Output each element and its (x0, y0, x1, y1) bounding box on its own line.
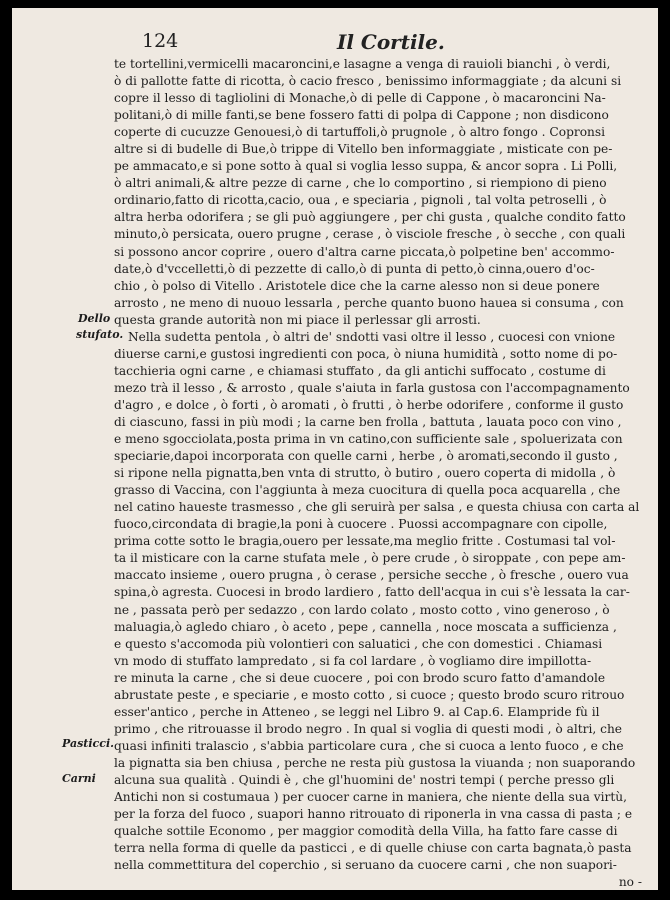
text-line: coperte di cucuzze Genouesi,ò di tartuffoli,ò prugnole , ò altro fongo . Copronsi (114, 125, 606, 140)
margin-note-carni: Carni (62, 772, 96, 785)
text-line: ne , passata però per sedazzo , con lardo colato , mosto cotto , vino generoso , ò (114, 602, 610, 617)
text-line: Antichi non si costumaua ) per cuocer carne in maniera, che niente della sua virtù, (114, 790, 627, 805)
running-head: Il Cortile. (337, 30, 445, 54)
text-line: copre il lesso di tagliolini di Monache,ò di pelle di Cappone , ò macaroncini Na- (114, 91, 606, 106)
page-header (12, 30, 658, 54)
text-line: pe ammacato,e si pone sotto à qual si voglia lesso suppa, & ancor sopra . Li Polli, (114, 159, 618, 174)
text-line: politani,ò di mille fanti,se bene fossero fatti di polpa di Cappone ; non disdicono (114, 108, 609, 123)
margin-note-pasticci: Pasticci. (62, 737, 114, 750)
text-line: e questo s'accomoda più volontieri con saluatici , che con domestici . Chiamasi (114, 636, 603, 651)
text-line: te tortellini,vermicelli macaroncini,e lasagne a venga di rauioli bianchi , ò verdi, (114, 57, 611, 71)
text-line: ta il misticare con la carne stufata mele , ò pere crude , ò siroppate , con pepe am- (114, 551, 626, 566)
text-line: mezo trà il lesso , & arrosto , quale s'aiuta in farla gustosa con l'accompagnamento (114, 380, 630, 395)
text-line: minuto,ò persicata, ouero prugne , cerase , ò visciole fresche , ò secche , con quali (114, 227, 626, 242)
text-line: arrosto , ne meno di nuouo lessarla , perche quanto buono hauea si consuma , con (114, 295, 624, 310)
text-line: si possono ancor coprire , ouero d'altra carne piccata,ò polpetine ben' accommo- (114, 244, 615, 259)
text-line: abrustate peste , e speciarie , e mosto cotto , si cuoce ; questo brodo scuro ritrouo (114, 687, 625, 702)
text-line: ò altri animali,& altre pezze di carne , che lo comportino , si riempiono di pieno (114, 176, 607, 191)
text-line: ordinario,fatto di ricotta,cacio, oua , e speciaria , pignoli , tal volta petroselli , ò (114, 193, 607, 208)
text-line: d'agro , e dolce , ò forti , ò aromati , ò frutti , ò herbe odorifere , conforme il gusto (114, 397, 624, 412)
text-line: per la forza del fuoco , suapori hanno ritrouato di riponerla in vna cassa di pasta ; e (114, 807, 633, 822)
text-line: si ripone nella pignatta,ben vnta di strutto, ò butiro , ouero coperta di midolla , ò (114, 466, 616, 481)
text-line: esser'antico , perche in Atteneo , se leggi nel Libro 9. al Cap.6. Elampride fù il (114, 704, 600, 719)
text-line: speciarie,dapoi incorporata con quelle carni , herbe , ò aromati,secondo il gusto , (114, 449, 618, 464)
text-line: quasi infiniti tralascio , s'abbia particolare cura , che si cuoca a lento fuoco , e che (114, 738, 624, 753)
text-line: nella commettitura del coperchio , si seruano da cuocere carni , che non suapori- (114, 858, 617, 873)
text-line: altra herba odorifera ; se gli può aggiungere , per chi gusta , qualche condito fatto (114, 210, 626, 225)
text-line: maluagia,ò agledo chiaro , ò aceto , pepe , cannella , noce moscata a sufficienza , (114, 619, 617, 634)
text-line: terra nella forma di quelle da pasticci , e di quelle chiuse con carta bagnata,ò pasta (114, 841, 632, 856)
text-line: di ciascuno, fassi in più modi ; la carne ben frolla , battuta , lauata poco con vino , (114, 414, 622, 429)
text-line: ò di pallotte fatte di ricotta, ò cacio fresco , benissimo informaggiate ; da alcuni si (114, 74, 622, 89)
book-page (12, 8, 658, 890)
body-text (114, 56, 642, 890)
text-line: qualche sottile Economo , per maggior comodità della Villa, ha fatto fare casse di (114, 824, 618, 839)
text-line: questa grande autorità non mi piace il perlessar gli arrosti. (114, 312, 481, 327)
text-line: re minuta la carne , che si deue cuocere , poi con brodo scuro fatto d'amandole (114, 670, 606, 685)
text-line: e meno sgocciolata,posta prima in vn catino,con sufficiente sale , spoluerizata con (114, 432, 623, 447)
text-line: altre si di budelle di Bue,ò trippe di Vitello ben informaggiate , misticate con pe- (114, 142, 613, 157)
margin-note-stufato: stufato. (76, 328, 124, 341)
text-line: alcuna sua qualità . Quindi è , che gl'huomini de' nostri tempi ( perche presso gli (114, 772, 615, 787)
text-line: nel catino haueste trasmesso , che gli seruirà per salsa , e questa chiusa con carta al (114, 500, 640, 515)
text-line: vn modo di stuffato lampredato , si fa col lardare , ò vogliamo dire impillotta- (114, 653, 592, 668)
text-line: la pignatta sia ben chiusa , perche ne resta più gustosa la viuanda ; non suaporando (114, 755, 636, 770)
text-line: Nella sudetta pentola , ò altri de' sndotti vasi oltre il lesso , cuocesi con vnione (128, 329, 616, 344)
text-line: no - (618, 875, 642, 890)
text-line: fuoco,circondata di bragie,la poni à cuocere . Puossi accompagnare con cipolle, (114, 517, 608, 532)
text-line: spina,ò agresta. Cuocesi in brodo lardiero , fatto dell'acqua in cui s'è lessata la car- (114, 585, 630, 600)
text-line: tacchieria ogni carne , e chiamasi stuffato , da gli antichi suffocato , costume di (114, 363, 606, 378)
text-line: primo , che ritrouasse il brodo negro . In qual si voglia di questi modi , ò altri, che (114, 721, 623, 736)
text-line: maccato insieme , ouero prugna , ò cerase , persiche secche , ò fresche , ouero vua (114, 568, 629, 583)
margin-note-dello: Dello (78, 312, 111, 325)
text-line: prima cotte sotto le bragia,ouero per lessate,ma meglio fritte . Costumasi tal vol- (114, 534, 616, 549)
text-line: date,ò d'vccelletti,ò di pezzette di callo,ò di punta di petto,ò cinna,ouero d'oc- (114, 261, 595, 276)
text-line: grasso di Vaccina, con l'aggiunta à meza cuocitura di quella poca acquarella , che (114, 483, 621, 498)
page-number: 124 (142, 30, 179, 52)
text-line: chio , ò polso di Vitello . Aristotele dice che la carne alesso non si deue ponere (114, 278, 600, 293)
text-line: diuerse carni,e gustosi ingredienti con poca, ò niuna humidità , sotto nome di po- (114, 346, 618, 361)
